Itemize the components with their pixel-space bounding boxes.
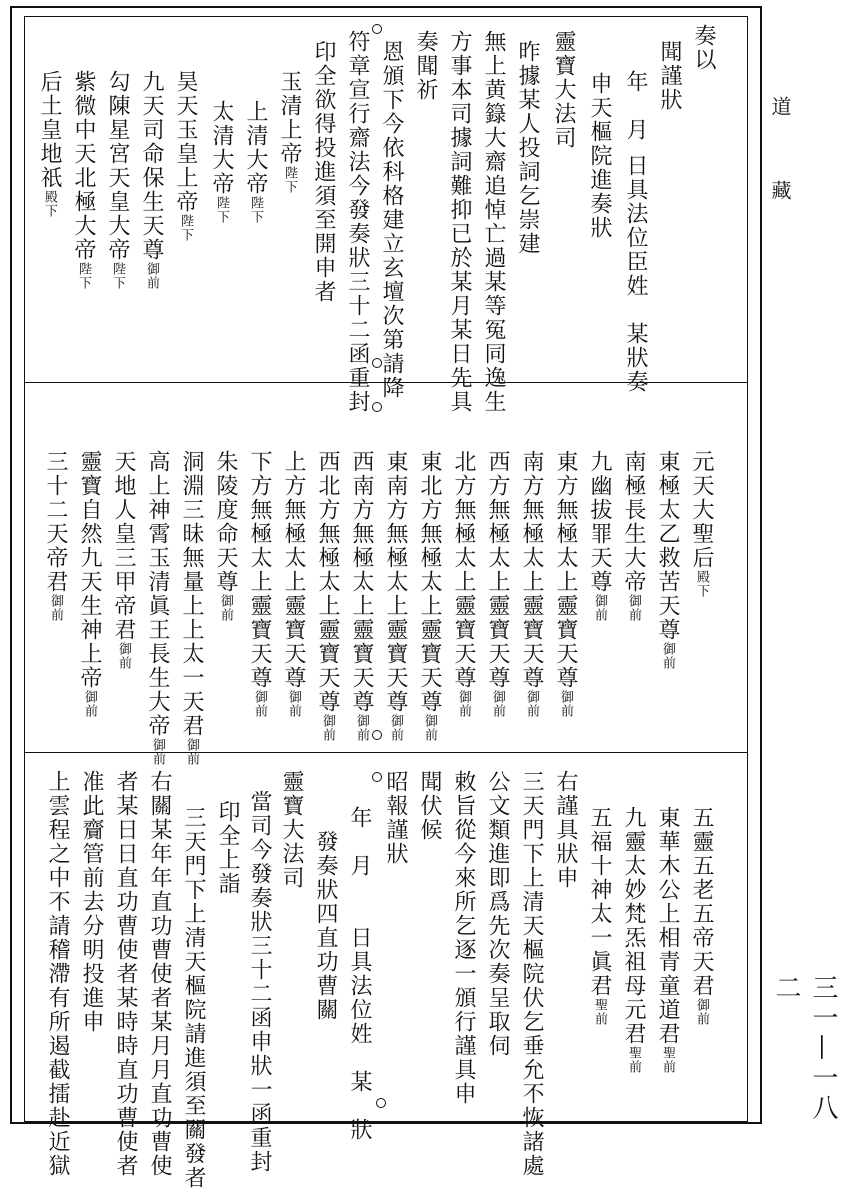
column-text: 上方無極太上靈寶天尊 [281,450,306,690]
column-note: 御前 [320,714,335,742]
text-column [550,30,576,150]
circle-marker-icon [372,772,382,782]
text-column [552,770,578,890]
column-text: 恩頒下今依科格建立玄壇次第請降 [379,40,404,400]
text-column [212,450,238,622]
text-column [688,806,714,1026]
text-column [310,40,336,304]
text-column [36,70,62,218]
column-text: 日具法位臣姓 某狀奏 [623,130,648,394]
column-text: 印全欲得投進須至開申者 [311,40,336,304]
column-text: 洞淵三昧無量上上太一天君 [179,450,204,738]
text-column [450,770,476,1106]
column-note: 殿下 [42,190,57,218]
column-text: 印全上詣 [215,800,240,896]
text-column [552,450,578,718]
text-column [214,800,240,896]
column-text: 東北方無極太上靈寶天尊 [417,450,442,714]
column-note: 聖前 [592,998,607,1026]
column-note: 御前 [82,690,97,718]
text-column [378,40,404,400]
column-text: 上雲程之中不請稽滯有所遏截擂赴近獄 [45,770,70,1178]
column-text: 五靈五老五帝天君 [689,806,714,998]
column-text: 公文類進即爲先次奏呈取伺 [485,770,510,1058]
text-column [484,450,510,718]
column-text: 五福十神太一眞君 [587,806,612,998]
collection-title: 藏 [768,180,792,210]
column-text: 准此齎管前去分明投進申 [79,770,104,1034]
text-column [278,770,304,890]
text-column [348,450,374,742]
text-column [146,770,172,1178]
column-text: 年 月 日具法位姓 某 狀 [347,806,372,1142]
text-column [208,100,234,224]
text-column [104,70,130,290]
column-text: 西方無極太上靈寶天尊 [485,450,510,690]
column-note: 御前 [490,690,505,718]
column-text: 右謹具狀申 [553,770,578,890]
text-column [144,450,170,766]
column-text: 九天司命保生天尊 [139,70,164,262]
column-text: 東華木公上相青童道君 [655,806,680,1046]
column-note: 御前 [422,714,437,742]
column-text: 者某日日直功曹使者某時時直功曹使者 [113,770,138,1178]
column-note: 御前 [184,738,199,766]
text-column [518,770,544,1178]
circle-marker-icon [372,730,382,740]
column-text: 奏聞祈 [413,30,438,102]
column-text: 朱陵度命天尊 [213,450,238,594]
column-text: 南極長生大帝 [621,450,646,594]
text-column [312,830,338,1022]
text-column [586,806,612,1026]
column-text: 三天門下上清天樞院伏乞垂允不恢諸處 [519,770,544,1178]
text-column [484,770,510,1058]
column-text: 昊天玉皇上帝 [173,70,198,214]
text-column [242,100,268,224]
text-column [382,770,408,866]
column-text: 上清大帝 [243,100,268,196]
column-text: 紫微中天北極大帝 [71,70,96,262]
text-column [138,70,164,290]
column-text: 下方無極太上靈寶天尊 [247,450,272,690]
column-text: 申天樞院進奏狀 [587,72,612,240]
text-column [586,450,612,622]
column-text: 方事本司據詞難抑已於某月某日先具 [447,30,472,414]
circle-marker-icon [372,358,382,368]
column-note: 御前 [524,690,539,718]
column-text: 右關某年年直功曹使者某月月直功曹使 [147,770,172,1178]
circle-marker-icon [372,24,382,34]
text-column [246,450,272,718]
text-column [382,450,408,742]
column-text: 昨據某人投詞乞崇建 [515,40,540,256]
text-column [246,790,272,1174]
column-note: 御前 [48,594,63,622]
text-column [180,806,206,1190]
text-column [78,770,104,1034]
column-note: 殿下 [694,570,709,598]
text-column [586,72,612,240]
column-note: 御前 [626,594,641,622]
text-column [688,450,714,598]
text-column [178,450,204,766]
text-column [654,806,680,1074]
text-column [346,806,372,1142]
column-text: 奏以 [691,24,716,72]
column-text: 靈寶大法司 [279,770,304,890]
text-column [656,40,682,112]
text-column [518,450,544,718]
text-column [76,450,102,718]
text-column [44,770,70,1178]
column-text: 發奏狀四直功曹關 [313,830,338,1022]
column-text: 無上黄籙大齋追悼亡過某等冤同逸生 [481,30,506,414]
column-note: 御前 [592,594,607,622]
column-text: 太清大帝 [209,100,234,196]
column-note: 御前 [354,714,369,742]
column-note: 陛下 [76,262,91,290]
text-column [620,450,646,622]
column-text: 敕旨從今來所乞逐一頒行謹具申 [451,770,476,1106]
column-note: 御前 [252,690,267,718]
column-note: 御前 [694,998,709,1026]
text-column [280,450,306,718]
text-column [446,30,472,414]
column-text: 勾陳星宮天皇大帝 [105,70,130,262]
column-text: 靈寶自然九天生神上帝 [77,450,102,690]
text-column [70,70,96,290]
column-note: 陛下 [178,214,193,242]
text-column [112,770,138,1178]
column-text: 東方無極太上靈寶天尊 [553,450,578,690]
column-text: 聞謹狀 [657,40,682,112]
column-note: 陛下 [110,262,125,290]
column-text: 高上神霄玉清眞王長生大帝 [145,450,170,738]
text-column [172,70,198,242]
column-text: 年 月 [623,70,648,142]
column-text: 西北方無極太上靈寶天尊 [315,450,340,714]
column-text: 九靈太妙梵炁祖母元君 [621,806,646,1046]
text-column [344,30,370,414]
text-column [110,450,136,670]
column-note: 陛下 [282,166,297,194]
column-text: 天地人皇三甲帝君 [111,450,136,642]
column-note: 陛下 [214,196,229,224]
column-note: 聖前 [660,1046,675,1074]
text-column [480,30,506,414]
column-text: 靈寶大法司 [551,30,576,150]
text-column [514,40,540,256]
text-column [42,450,68,622]
column-note: 御前 [456,690,471,718]
collection-title: 道 [768,96,792,126]
column-note: 聖前 [626,1046,641,1074]
column-text: 昭報謹狀 [383,770,408,866]
text-column [416,770,442,842]
column-note: 御前 [218,594,233,622]
column-text: 西南方無極太上靈寶天尊 [349,450,374,714]
column-text: 聞伏候 [417,770,442,842]
register-divider-bottom [25,752,748,753]
text-column [622,130,648,394]
column-note: 御前 [558,690,573,718]
text-column [314,450,340,742]
circle-marker-icon [376,1098,386,1108]
column-text: 南方無極太上靈寶天尊 [519,450,544,690]
text-column [416,450,442,742]
text-column [690,24,716,72]
column-text: 符章宣行齋法今發奏狀三十二函重封 [345,30,370,414]
column-note: 御前 [286,690,301,718]
column-text: 三十二天帝君 [43,450,68,594]
column-text: 玉清上帝 [277,70,302,166]
column-text: 三天門下上清天樞院請進須至關發者 [181,806,206,1190]
page-number: 三一—一八二 [771,974,838,1124]
text-column [450,450,476,718]
text-column [654,450,680,670]
column-text: 東南方無極太上靈寶天尊 [383,450,408,714]
column-text: 后土皇地祇 [37,70,62,190]
column-note: 御前 [150,738,165,766]
column-text: 當司今發奏狀三十二函申狀一函重封 [247,790,272,1174]
column-text: 北方無極太上靈寶天尊 [451,450,476,690]
column-text: 元天大聖后 [689,450,714,570]
column-text: 東極太乙救苦天尊 [655,450,680,642]
column-text: 九幽拔罪天尊 [587,450,612,594]
column-note: 御前 [144,262,159,290]
text-column [620,806,646,1074]
column-note: 御前 [660,642,675,670]
text-column [412,30,438,102]
column-note: 陛下 [248,196,263,224]
column-note: 御前 [116,642,131,670]
circle-marker-icon [372,402,382,412]
column-note: 御前 [388,714,403,742]
text-column [276,70,302,194]
